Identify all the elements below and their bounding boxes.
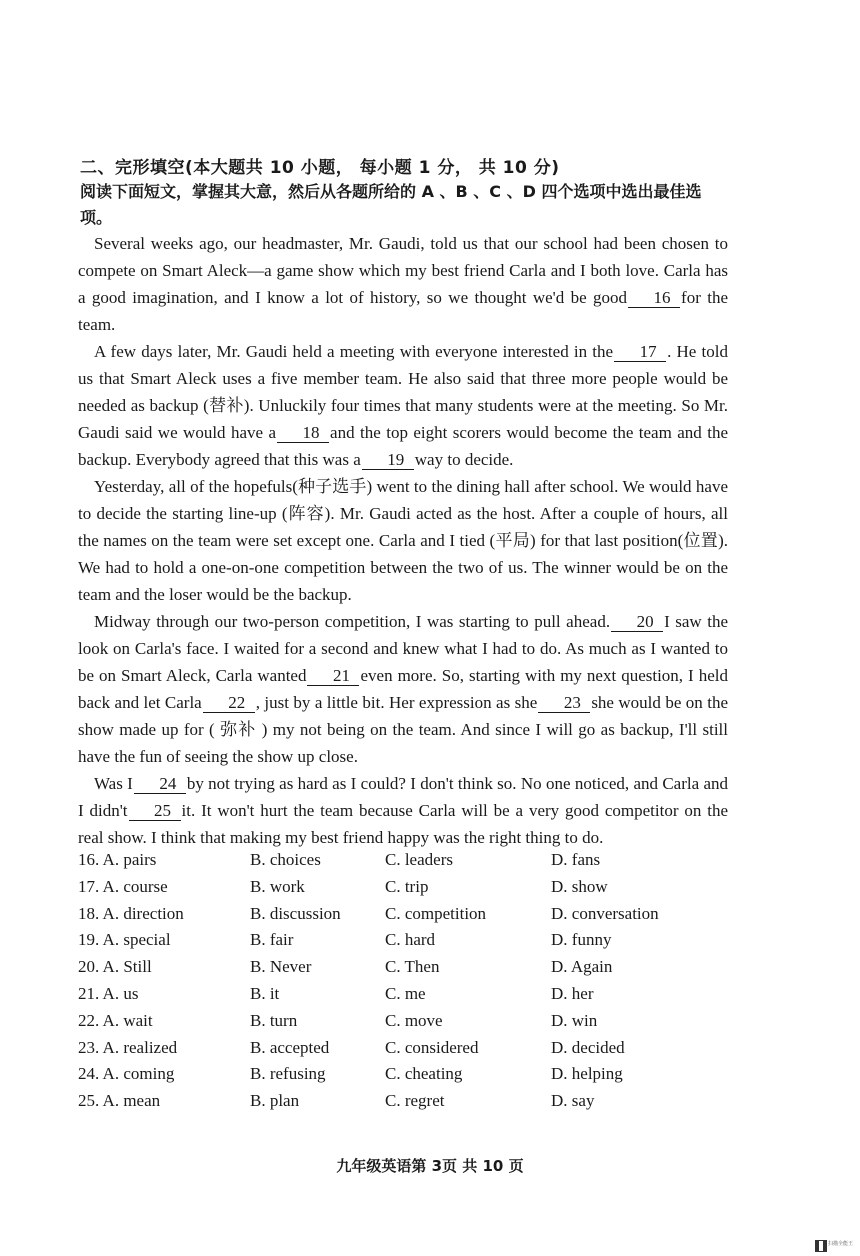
paragraph-text: A few days later, Mr. Gaudi held a meeting with everyone interested in the bbox=[94, 342, 614, 361]
paragraph-4 bbox=[78, 608, 728, 770]
option-row-17 bbox=[78, 877, 758, 904]
option-b: B. work bbox=[250, 876, 305, 896]
option-d: D. helping bbox=[551, 1064, 623, 1084]
qr-code-icon bbox=[815, 1240, 827, 1252]
option-c: C. cheating bbox=[385, 1064, 463, 1084]
option-a: 16. A. pairs bbox=[78, 850, 157, 869]
option-d: D. decided bbox=[551, 1037, 625, 1057]
option-row-22 bbox=[78, 1011, 758, 1038]
option-b: B. fair bbox=[250, 930, 294, 950]
blank-25: 25 bbox=[129, 802, 181, 821]
blank-19: 19 bbox=[362, 451, 414, 470]
option-c: C. Then bbox=[385, 957, 440, 977]
option-d: D. show bbox=[551, 876, 608, 896]
paragraph-text: and the top eight scorers would become the team and the backup. Everybody agreed that this was a bbox=[78, 423, 729, 469]
passage bbox=[78, 230, 728, 851]
option-b: B. turn bbox=[250, 1010, 298, 1030]
option-d: D. conversation bbox=[551, 903, 659, 923]
option-c: C. trip bbox=[385, 876, 429, 896]
option-b: B. plan bbox=[250, 1091, 300, 1111]
option-row-25 bbox=[78, 1091, 758, 1118]
option-a: 17. A. course bbox=[78, 876, 168, 896]
option-d: D. fans bbox=[551, 850, 601, 869]
option-b: B. refusing bbox=[250, 1064, 326, 1084]
blank-17: 17 bbox=[614, 343, 666, 362]
paragraph-text: for the team. bbox=[78, 288, 729, 334]
blank-23: 23 bbox=[538, 694, 590, 713]
blank-21: 21 bbox=[307, 667, 359, 686]
paragraph-text: even more. So, starting with my next question, I held back and let Carla bbox=[78, 666, 728, 712]
option-a: 21. A. us bbox=[78, 983, 139, 1003]
options-list bbox=[78, 850, 758, 1118]
option-d: D. win bbox=[551, 1010, 598, 1030]
paragraph-5 bbox=[78, 770, 728, 851]
option-row-24 bbox=[78, 1064, 758, 1091]
option-a: 20. A. Still bbox=[78, 957, 152, 977]
option-c: C. hard bbox=[385, 930, 436, 950]
option-row-20 bbox=[78, 957, 758, 984]
paragraph-1 bbox=[78, 230, 728, 338]
option-d: D. Again bbox=[551, 957, 613, 977]
option-c: C. me bbox=[385, 983, 426, 1003]
option-row-16 bbox=[78, 850, 758, 877]
option-row-19 bbox=[78, 930, 758, 957]
paragraph-text: by not trying as hard as I could? I don't think so. No one noticed, and Carla and I didn't bbox=[78, 774, 729, 820]
blank-16: 16 bbox=[628, 289, 680, 308]
scanner-watermark: 扫描全能王 bbox=[828, 1241, 854, 1247]
instructions: 阅读下面短文，掌握其大意，然后从各题所给的 A 、B 、C 、D 四个选项中选出最佳选项。 bbox=[80, 182, 702, 227]
option-row-23 bbox=[78, 1038, 758, 1065]
paragraph-3: Yesterday, all of the hopefuls(种子选手) went to the dining hall after school. We would have to decide the starting line-up (阵容). Mr. Gaudi acted as the host. After a couple of hours, all the names on the team were set except one. Carla and I tied (平局) for that last position(位置). We had to hold a one-on-one competition between the two of us. The winner would be on the team and the loser would be the backup. bbox=[78, 477, 728, 604]
paragraph-text: Several weeks ago, our headmaster, Mr. Gaudi, told us that our school had been chosen to compete on Smart Aleck—a game show which my best friend Carla and I both love. Carla has a good imagination, and I know a lot of history, so we thought we'd be good bbox=[78, 234, 728, 307]
blank-24: 24 bbox=[134, 775, 186, 794]
option-d: D. funny bbox=[551, 930, 612, 950]
option-b: B. Never bbox=[250, 957, 312, 977]
option-b: B. accepted bbox=[250, 1037, 330, 1057]
option-a: 24. A. coming bbox=[78, 1064, 175, 1084]
paragraph-text: it. It won't hurt the team because Carla will be a very good competitor on the real show. I think that making my best friend happy was the right thing to do. bbox=[78, 801, 728, 847]
option-row-21 bbox=[78, 984, 758, 1011]
paragraph-2 bbox=[78, 338, 728, 473]
option-b: B. choices bbox=[250, 850, 321, 869]
blank-20: 20 bbox=[611, 613, 663, 632]
option-row-18 bbox=[78, 904, 758, 931]
option-a: 19. A. special bbox=[78, 930, 171, 950]
option-d: D. say bbox=[551, 1091, 595, 1111]
option-a: 18. A. direction bbox=[78, 903, 184, 923]
paragraph-text: , just by a little bit. Her expression as she bbox=[255, 693, 538, 712]
option-c: C. competition bbox=[385, 903, 487, 923]
page-footer: 九年级英语第 3页 共 10 页 bbox=[336, 1157, 524, 1175]
paragraph-text: she would be on the show made up for ( 弥补 ) my not being on the team. And since I will go as backup, I'll still have the fun of seeing the show up close. bbox=[78, 693, 728, 766]
paragraph-text: . He told us that Smart Aleck uses a five member team. He also said that three more people would be needed as backup (替补). Unluckily four times that many students were at the meeting. So Mr. Gaudi said we would have a bbox=[78, 342, 728, 442]
option-b: B. discussion bbox=[250, 903, 341, 923]
option-c: C. considered bbox=[385, 1037, 479, 1057]
option-a: 23. A. realized bbox=[78, 1037, 178, 1057]
option-c: C. move bbox=[385, 1010, 443, 1030]
option-c: C. regret bbox=[385, 1091, 445, 1111]
blank-18: 18 bbox=[277, 424, 329, 443]
paragraph-text: Midway through our two-person competition, I was starting to pull ahead. bbox=[94, 612, 611, 631]
paragraph-text: I saw the look on Carla's face. I waited for a second and knew what I had to do. As much as I wanted to be on Smart Aleck, Carla wanted bbox=[78, 612, 729, 685]
option-a: 22. A. wait bbox=[78, 1010, 153, 1030]
blank-22: 22 bbox=[203, 694, 255, 713]
option-a: 25. A. mean bbox=[78, 1091, 161, 1111]
option-d: D. her bbox=[551, 983, 594, 1003]
section-title: 二、完形填空(本大题共 10 小题， 每小题 1 分， 共 10 分) bbox=[80, 158, 560, 178]
paragraph-text: Was I bbox=[94, 774, 133, 793]
option-c: C. leaders bbox=[385, 850, 453, 869]
paragraph-text: way to decide. bbox=[414, 450, 514, 469]
option-b: B. it bbox=[250, 983, 280, 1003]
